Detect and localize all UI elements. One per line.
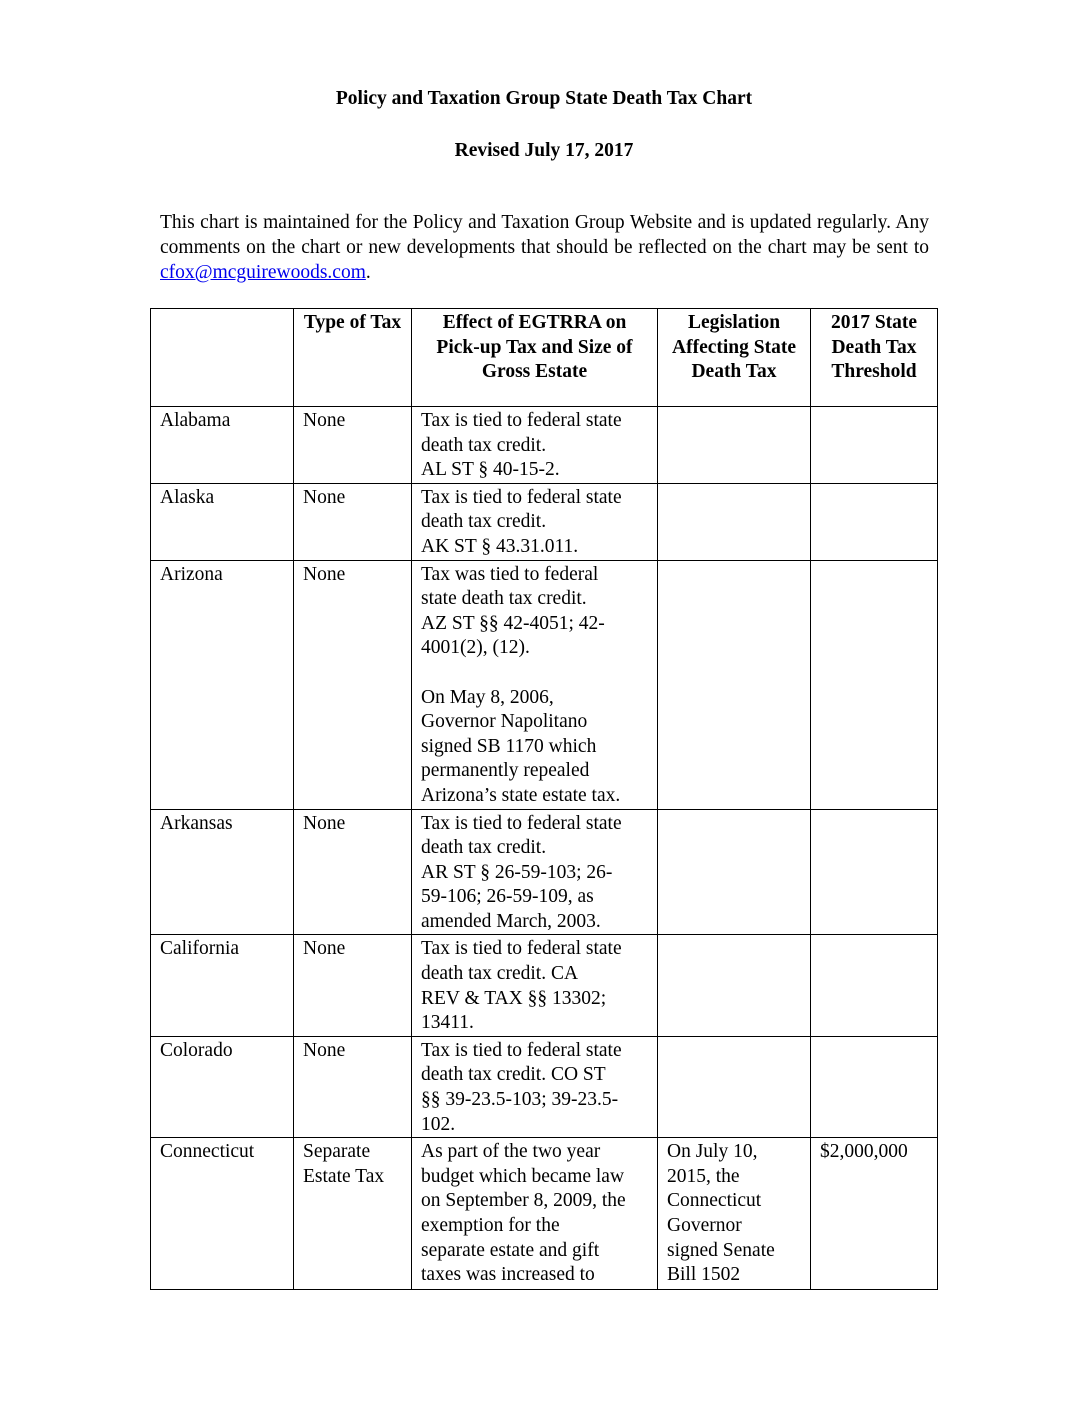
header-state (151, 309, 294, 407)
header-threshold: 2017 State Death Tax Threshold (811, 309, 938, 407)
state-cell-text: Arkansas (160, 812, 233, 834)
threshold-cell (811, 1138, 938, 1290)
state-cell-text: Connecticut (160, 1141, 255, 1163)
state-cell (151, 560, 294, 809)
state-cell (151, 935, 294, 1036)
state-cell-text: Alaska (160, 486, 215, 508)
state-cell (151, 1036, 294, 1137)
state-cell-text: Arizona (160, 563, 223, 585)
email-link[interactable]: cfox@mcguirewoods.com (160, 262, 366, 283)
egtrra-cell (412, 1138, 658, 1290)
header-egtrra-effect: Effect of EGTRRA on Pick-up Tax and Size of Gross Estate (412, 309, 658, 407)
legislation-cell (658, 1138, 811, 1290)
legislation-cell (658, 1036, 811, 1137)
table-row (151, 935, 938, 1036)
header-legislation: Legislation Affecting State Death Tax (658, 309, 811, 407)
egtrra-cell-text: Tax is tied to federal state death tax credit. CA REV & TAX §§ 13302; 13411. (421, 938, 622, 1034)
threshold-cell (811, 809, 938, 935)
egtrra-cell (412, 935, 658, 1036)
threshold-cell-text: $2,000,000 (820, 1141, 908, 1163)
egtrra-cell (412, 483, 658, 560)
table-row (151, 1036, 938, 1137)
legislation-cell (658, 809, 811, 935)
threshold-cell (811, 560, 938, 809)
type-cell (294, 483, 412, 560)
revision-date: Revised July 17, 2017 (454, 140, 634, 161)
state-cell (151, 407, 294, 484)
legislation-cell (658, 935, 811, 1036)
table-row (151, 1138, 938, 1290)
legislation-cell (658, 483, 811, 560)
table-row (151, 560, 938, 809)
type-cell-text: None (303, 1039, 346, 1061)
type-cell (294, 809, 412, 935)
intro-text: This chart is maintained for the Policy and Taxation Group Website and is updated regularly. Any comments on the chart or new developments that should be reflected on the chart may be sent to (160, 212, 929, 258)
type-cell-text: None (303, 486, 346, 508)
type-cell (294, 1036, 412, 1137)
egtrra-cell (412, 407, 658, 484)
type-cell (294, 1138, 412, 1290)
egtrra-cell (412, 1036, 658, 1137)
egtrra-cell-text: Tax is tied to federal state death tax credit. CO ST §§ 39-23.5-103; 39-23.5- 102. (421, 1039, 622, 1135)
legislation-cell-text: On July 10, 2015, the Connecticut Governor signed Senate Bill 1502 (667, 1141, 775, 1286)
table-row (151, 483, 938, 560)
type-cell-text: None (303, 938, 346, 960)
type-cell (294, 935, 412, 1036)
state-cell-text: California (160, 938, 240, 960)
egtrra-cell-text: As part of the two year budget which became law on September 8, 2009, the exemption for the separate estate and gift taxes was increased to (421, 1141, 626, 1286)
table-row (151, 809, 938, 935)
egtrra-cell (412, 560, 658, 809)
type-cell (294, 407, 412, 484)
state-cell-text: Colorado (160, 1039, 233, 1061)
header-type-of-tax: Type of Tax (294, 309, 412, 407)
death-tax-table (150, 308, 938, 1290)
egtrra-cell-text: Tax is tied to federal state death tax credit. AK ST § 43.31.011. (421, 486, 622, 557)
state-cell-text: Alabama (160, 410, 231, 431)
legislation-cell (658, 407, 811, 484)
type-cell-text: Separate Estate Tax (303, 1141, 385, 1187)
table-row (151, 407, 938, 484)
threshold-cell (811, 483, 938, 560)
intro-end: . (365, 262, 371, 283)
egtrra-cell-text: Tax was tied to federal state death tax credit. AZ ST §§ 42-4051; 42- 4001(2), (12). On May 8, 2006, Governor Napolitano signed SB 1170 which permanently repealed Arizona’s state estate tax. (421, 563, 621, 806)
type-cell-text: None (303, 812, 346, 834)
threshold-cell (811, 935, 938, 1036)
threshold-cell (811, 1036, 938, 1137)
type-cell-text: None (303, 563, 346, 585)
state-cell (151, 1138, 294, 1290)
type-cell (294, 560, 412, 809)
table-header-row (151, 309, 938, 407)
egtrra-cell-text: Tax is tied to federal state death tax credit. AL ST § 40-15-2. (421, 410, 622, 481)
egtrra-cell (412, 809, 658, 935)
page-title: Policy and Taxation Group State Death Tax Chart (335, 88, 753, 109)
legislation-cell (658, 560, 811, 809)
type-cell-text: None (303, 410, 346, 431)
threshold-cell (811, 407, 938, 484)
intro-paragraph (160, 210, 929, 285)
state-cell (151, 809, 294, 935)
egtrra-cell-text: Tax is tied to federal state death tax credit. AR ST § 26-59-103; 26- 59-106; 26-59-109, as amended March, 2003. (421, 812, 622, 932)
state-cell (151, 483, 294, 560)
